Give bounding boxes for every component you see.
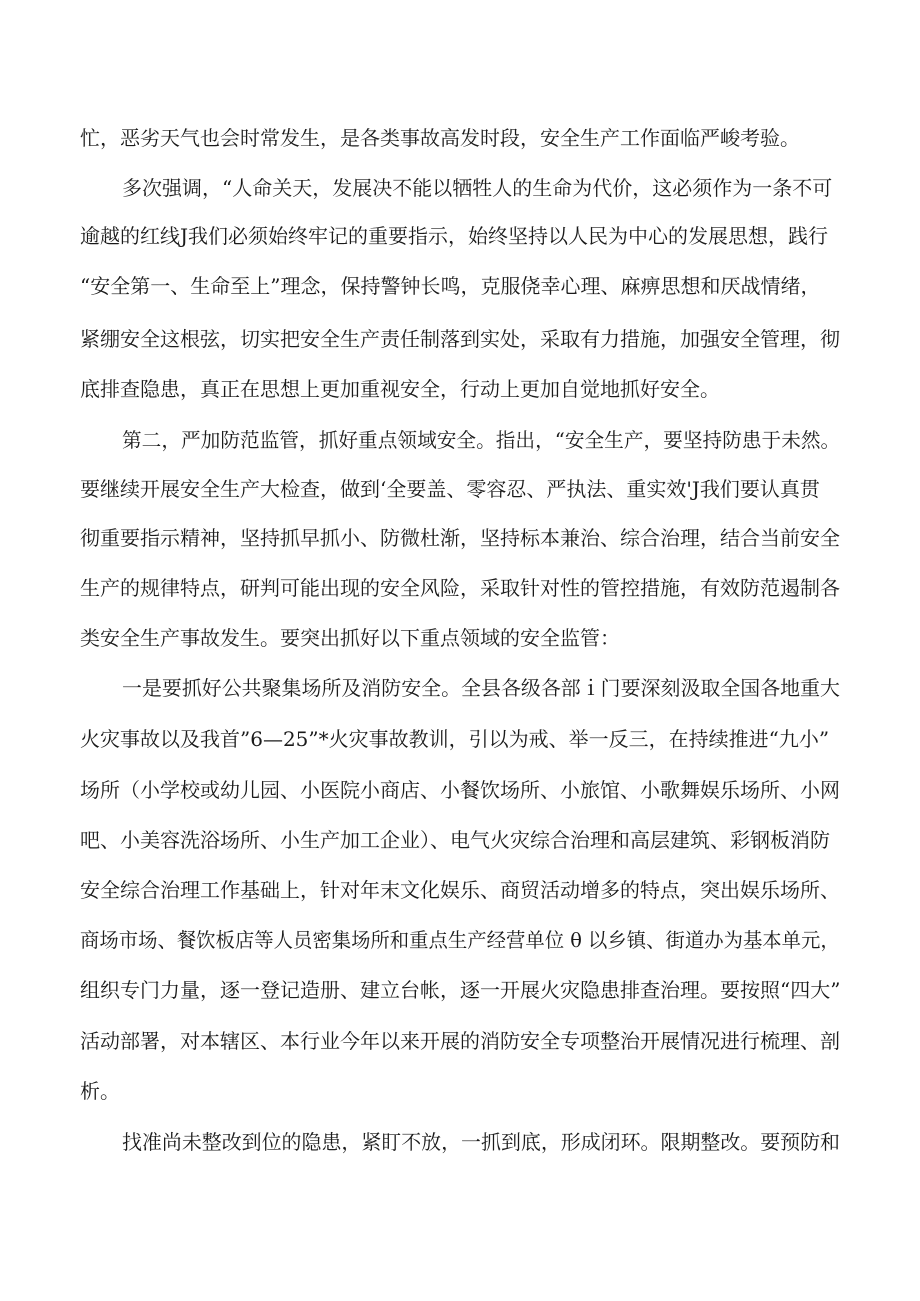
text-line-11 [0, 618, 920, 658]
text-line-12 [0, 668, 920, 708]
text-line-6-text: 底排查隐患，真正在思想上更加重视安全，行动上更加自觉地抓好安全。 [80, 377, 720, 401]
text-line-14 [0, 770, 920, 810]
text-line-1-text: 忙，恶劣天气也会时常发生，是各类事故高发时段，安全生产工作面临严峻考验。 [80, 126, 800, 150]
text-line-19 [0, 1021, 920, 1061]
text-line-2 [0, 168, 920, 208]
text-line-19-text: 活动部署，对本辖区、本行业今年以来开展的消防安全专项整治开展情况进行梳理、剖 [80, 1029, 840, 1053]
text-line-17-text: 商场市场、餐饮板店等人员密集场所和重点生产经营单位 θ 以乡镇、街道办为基本单元， [80, 928, 840, 952]
text-line-5 [0, 319, 920, 359]
text-line-18-text: 组织专门力量，逐一登记造册、建立台帐，逐一开展火灾隐患排查治理。要按照“四大” [80, 978, 841, 1002]
text-line-20-text: 析。 [80, 1079, 120, 1103]
text-line-3 [0, 216, 920, 256]
text-line-13-text: 火灾事故以及我首”6—25”*火灾事故教训，引以为戒、举一反三，在持续推进“九小” [80, 727, 830, 751]
text-line-13 [0, 719, 920, 759]
text-line-7-text: 第二，严加防范监管，抓好重点领域安全。指出，“安全生产，要坚持防患于未然。 [122, 428, 841, 452]
text-line-21-text: 找准尚未整改到位的隐患，紧盯不放，一抓到底，形成闭环。限期整改。要预防和 [122, 1130, 840, 1154]
text-line-15-text: 吧、小美容洗浴场所、小生产加工企业）、电气火灾综合治理和高层建筑、彩钢板消防 [80, 828, 830, 852]
text-line-2-text: 多次强调，“人命关天，发展决不能以牺牲人的生命为代价，这必须作为一条不可 [122, 176, 833, 200]
text-line-11-text: 类安全生产事故发生。要突出抓好以下重点领域的安全监管： [80, 626, 620, 650]
text-line-21 [0, 1122, 920, 1162]
text-line-8-text: 要继续开展安全生产大检查，做到‘全要盖、零容忍、严执法、重实效'J我们要认真贯 [80, 477, 820, 501]
text-line-12-text: 一是要抓好公共聚集场所及消防安全。全县各级各部ｉ门要深刻汲取全国各地重大 [122, 676, 840, 700]
text-line-4 [0, 266, 920, 306]
text-line-7 [0, 420, 920, 460]
text-line-6 [0, 369, 920, 409]
text-line-20 [0, 1071, 920, 1111]
text-line-1 [0, 118, 920, 158]
text-line-16 [0, 870, 920, 910]
text-line-10-text: 生产的规律特点，研判可能出现的安全风险，采取针对性的管控措施，有效防范遏制各 [80, 576, 840, 600]
text-line-18 [0, 970, 920, 1010]
text-line-9-text: 彻重要指示精神，坚持抓早抓小、防微杜渐，坚持标本兼治、综合治理，结合当前安全 [80, 526, 840, 550]
text-line-9 [0, 518, 920, 558]
text-line-17 [0, 920, 920, 960]
text-line-16-text: 安全综合治理工作基础上，针对年末文化娱乐、商贸活动增多的特点，突出娱乐场所、 [80, 878, 840, 902]
text-line-8 [0, 469, 920, 509]
text-line-5-text: 紧绷安全这根弦，切实把安全生产责任制落到实处，采取有力措施，加强安全管理，彻 [80, 327, 840, 351]
text-line-14-text: 场所（小学校或幼儿园、小医院小商店、小餐饮场所、小旅馆、小歌舞娱乐场所、小网 [80, 778, 840, 802]
text-line-4-text: “安全第一、生命至上”理念，保持警钟长鸣，克服侥幸心理、麻痹思想和厌战情绪， [80, 274, 821, 298]
text-line-15 [0, 820, 920, 860]
text-line-3-text: 逾越的红线J我们必须始终牢记的重要指示，始终坚持以人民为中心的发展思想，践行 [80, 224, 829, 248]
text-line-10 [0, 568, 920, 608]
